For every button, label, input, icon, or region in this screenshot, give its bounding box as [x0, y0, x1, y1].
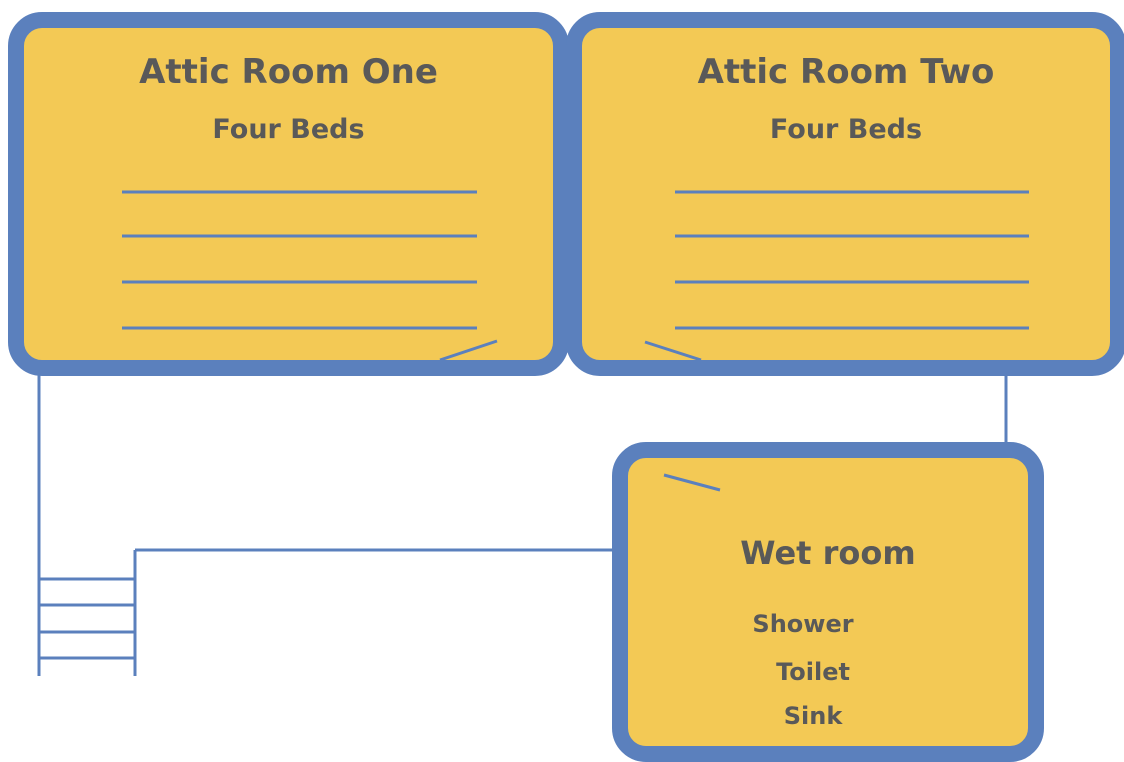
- attic-room-two-title: Attic Room Two: [697, 52, 995, 92]
- fixture-toilet: Toilet: [776, 658, 850, 686]
- attic-room-one[interactable]: [8, 12, 569, 376]
- door-mark: [440, 341, 497, 360]
- attic-room-one-title: Attic Room One: [139, 52, 438, 92]
- bed-list-lines: [24, 28, 553, 360]
- fixture-shower: Shower: [752, 610, 854, 638]
- door-mark: [628, 458, 1028, 746]
- attic-room-one-beds: Four Beds: [212, 114, 365, 145]
- wet-room[interactable]: [612, 442, 1044, 762]
- wet-room-title: Wet room: [740, 534, 916, 572]
- door-mark: [645, 342, 701, 360]
- attic-room-two-beds: Four Beds: [769, 114, 923, 145]
- stairs: [39, 550, 135, 676]
- fixture-sink: Sink: [783, 702, 843, 730]
- bed-list-lines: [582, 28, 1110, 360]
- attic-room-two[interactable]: [566, 12, 1124, 376]
